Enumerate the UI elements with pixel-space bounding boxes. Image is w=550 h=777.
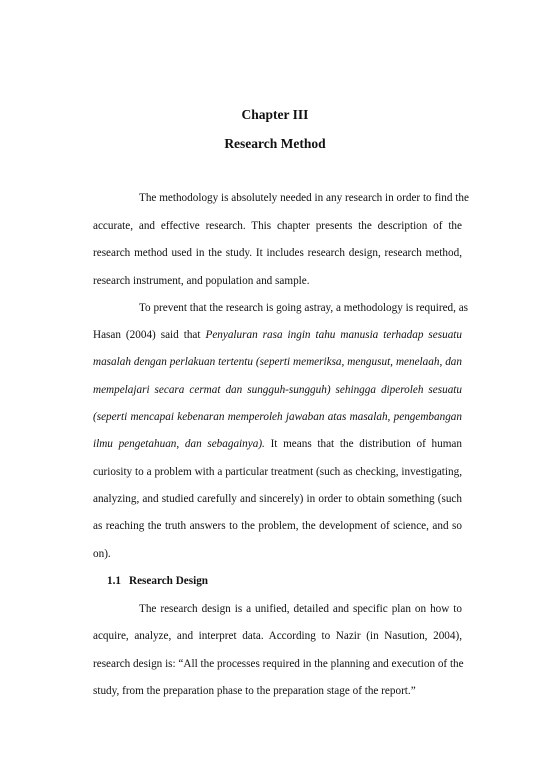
section-heading [107, 574, 208, 588]
paragraph-2-line-8: analyzing, and studied carefully and sincerely) in order to obtain something (such [93, 493, 462, 505]
paragraph-2-line-10: on). [93, 548, 111, 560]
paragraph-2-line-5 [93, 410, 462, 424]
quoted-indonesian-line: mempelajari secara cermat dan sungguh-sungguh) sehingga diperoleh sesuatu [93, 384, 462, 396]
paragraph-2-line-3 [93, 355, 462, 369]
section-number: 1.1 [107, 575, 121, 587]
quoted-indonesian-line: (seperti mencapai kebenaran memperoleh jawaban atas masalah, pengembangan [93, 411, 462, 423]
paragraph-1-line-1: The methodology is absolutely needed in any research in order to find the [139, 192, 469, 204]
paragraph-2-line-4 [93, 383, 462, 397]
paragraph-1-line-2: accurate, and effective research. This chapter presents the description of the [93, 220, 462, 232]
paragraph-3-line-1: The research design is a unified, detailed and specific plan on how to [139, 603, 462, 615]
quoted-indonesian-line: masalah dengan perlakuan tertentu (seperti memeriksa, mengusut, menelaah, dan [93, 356, 462, 368]
paragraph-3-line-4: study, from the preparation phase to the preparation stage of the report.” [93, 685, 416, 697]
paragraph-1-line-4: research instrument, and population and sample. [93, 275, 310, 287]
paragraph-2-line-9: as reaching the truth answers to the problem, the development of science, and so [93, 520, 462, 532]
paragraph-1-line-3: research method used in the study. It includes research design, research method, [93, 247, 462, 259]
paragraph-2-line-2 [93, 328, 462, 342]
paragraph-3-line-3: research design is: “All the processes required in the planning and execution of the [93, 658, 464, 670]
quoted-indonesian-text: Penyaluran rasa ingin tahu manusia terhadap sesuatu [205, 329, 462, 341]
paragraph-2-line-6 [93, 437, 462, 451]
translation-start: It means that the distribution of human [264, 438, 462, 450]
citation-text: Hasan (2004) said that [93, 329, 206, 341]
section-title: Research Design [128, 575, 209, 587]
chapter-title: Chapter III [241, 107, 309, 122]
paragraph-3-line-2: acquire, analyze, and interpret data. According to Nazir (in Nasution, 2004), [93, 630, 462, 642]
quoted-indonesian-end: ilmu pengetahuan, dan sebagainya). [93, 438, 265, 450]
chapter-subtitle: Research Method [224, 136, 326, 151]
paragraph-2-line-7: curiosity to a problem with a particular treatment (such as checking, investigating, [93, 466, 462, 478]
paragraph-2-line-1: To prevent that the research is going astray, a methodology is required, as [139, 302, 469, 314]
